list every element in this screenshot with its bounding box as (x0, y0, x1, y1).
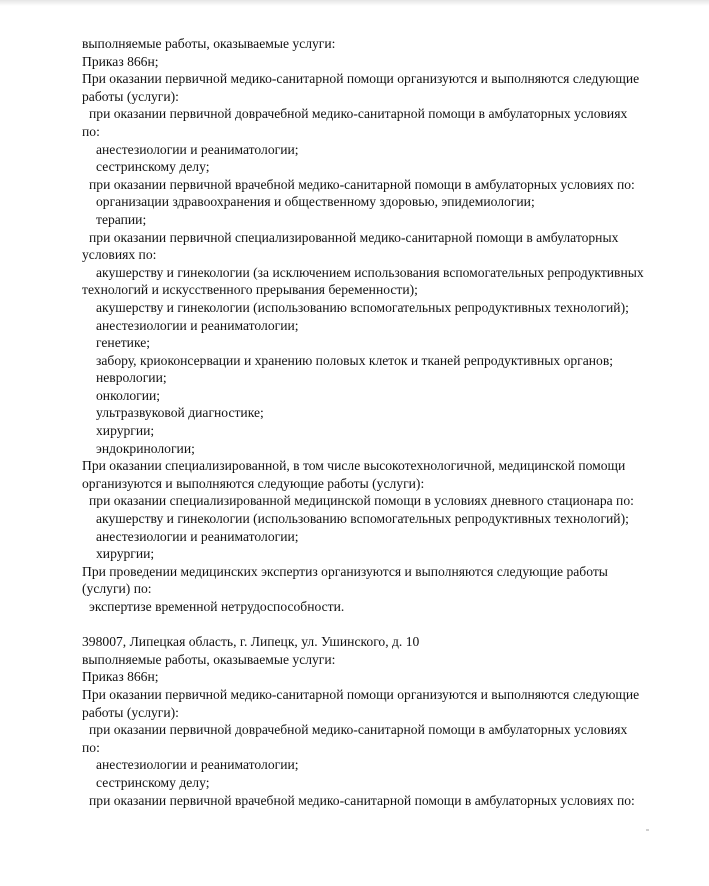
list-item: генетике; (96, 335, 151, 351)
document-page (82, 35, 682, 809)
hightech-heading-cont: организуются и выполняются следующие работы (услуги): (82, 475, 425, 491)
list-item: забору, криоконсервации и хранению половых клеток и тканей репродуктивных органов; (96, 352, 614, 368)
list-item: онкологии; (96, 387, 161, 403)
list-item: акушерству и гинекологии (использованию вспомогательных репродуктивных технологий); (96, 511, 629, 527)
list-item: хирургии; (96, 546, 155, 562)
specialized-primary-heading: при оказании первичной специализированной медико-санитарной помощи в амбулаторных (89, 229, 619, 245)
section-spacer (82, 616, 682, 634)
section-1 (82, 35, 682, 616)
list-item: неврологии; (96, 370, 167, 386)
section-intro: выполняемые работы, оказываемые услуги: (82, 36, 336, 51)
page-top-shadow (0, 0, 709, 6)
pre-doctor-heading-cont: по: (82, 123, 100, 139)
address: 398007, Липецкая область, г. Липецк, ул. Ушинского, д. 10 (82, 634, 420, 650)
list-item: терапии; (96, 211, 147, 227)
expertise-heading-cont: (услуги) по: (82, 581, 152, 597)
list-item: акушерству и гинекологии (использованию вспомогательных репродуктивных технологий); (96, 299, 629, 315)
list-item: хирургии; (96, 423, 155, 439)
list-item: сестринскому делу; (96, 774, 210, 790)
list-item: эндокринологии; (96, 440, 195, 456)
pre-doctor-heading: при оказании первичной доврачебной медико-санитарной помощи в амбулаторных условиях (89, 722, 628, 738)
pre-doctor-heading: при оказании первичной доврачебной медико-санитарной помощи в амбулаторных условиях (89, 106, 628, 122)
primary-care-heading: При оказании первичной медико-санитарной помощи организуются и выполняются следующие (82, 71, 640, 87)
primary-care-heading: При оказании первичной медико-санитарной помощи организуются и выполняются следующие (82, 686, 640, 702)
doctor-heading: при оказании первичной врачебной медико-санитарной помощи в амбулаторных условиях по: (89, 176, 635, 192)
primary-care-heading-cont: работы (услуги): (82, 88, 179, 104)
section-2 (82, 633, 682, 809)
expertise-heading: При проведении медицинских экспертиз организуются и выполняются следующие работы (82, 563, 608, 579)
hightech-heading: При оказании специализированной, в том числе высокотехнологичной, медицинской помощи (82, 458, 626, 474)
specialized-primary-heading-cont: условиях по: (82, 247, 157, 263)
scan-artifact (646, 829, 649, 831)
list-item: анестезиологии и реаниматологии; (96, 757, 299, 773)
list-item: анестезиологии и реаниматологии; (96, 528, 299, 544)
list-item: анестезиологии и реаниматологии; (96, 141, 299, 157)
list-item: анестезиологии и реаниматологии; (96, 317, 299, 333)
primary-care-heading-cont: работы (услуги): (82, 704, 179, 720)
list-item: организации здравоохранения и общественному здоровью, эпидемиологии; (96, 194, 535, 210)
order-reference: Приказ 866н; (82, 669, 159, 685)
list-item: сестринскому делу; (96, 159, 210, 175)
list-item-cont: технологий и искусственного прерывания беременности); (82, 282, 418, 298)
order-reference: Приказ 866н; (82, 53, 159, 69)
list-item: экспертизе временной нетрудоспособности. (89, 599, 345, 614)
section-intro: выполняемые работы, оказываемые услуги: (82, 651, 336, 667)
list-item: ультразвуковой диагностике; (96, 405, 264, 421)
day-hospital-heading: при оказании специализированной медицинской помощи в условиях дневного стационара по: (89, 493, 634, 509)
doctor-heading: при оказании первичной врачебной медико-санитарной помощи в амбулаторных условиях по: (89, 792, 635, 808)
pre-doctor-heading-cont: по: (82, 739, 100, 755)
list-item: акушерству и гинекологии (за исключением использования вспомогательных репродуктивных (96, 264, 644, 280)
